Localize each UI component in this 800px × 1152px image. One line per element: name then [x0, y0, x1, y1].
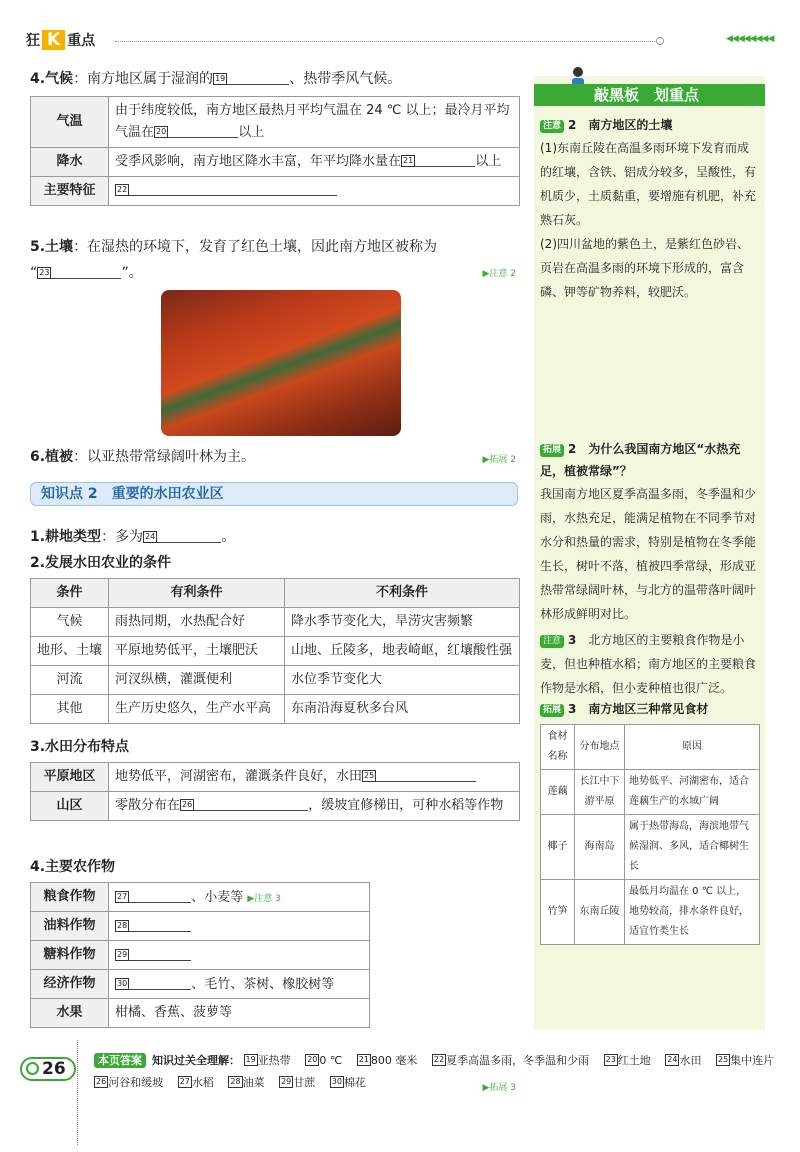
table-row: 平原地区 地势低平，河湖密布，灌溉条件良好，水田 25: [31, 763, 520, 792]
table-row: 气候 雨热同期，水热配合好 降水季节变化大，旱涝灾害频繁: [31, 608, 520, 637]
climate-table: [30, 96, 520, 206]
table-row: 粮食作物 27 、小麦等 ▶注意 3: [31, 883, 370, 912]
table-row: 油料作物 28: [31, 912, 370, 941]
answer-item: 20 0 ℃: [307, 1054, 343, 1067]
crops-ext-ref: ▶拓展 3: [482, 1083, 516, 1093]
extension-tag: 拓展: [540, 444, 564, 457]
table-row: 气温 由于纬度较低，南方地区最热月平均气温在 24 ℃ 以上；最冷月平均气温在 20 以上: [31, 97, 520, 148]
note-tag: 注意: [540, 120, 564, 133]
climate-section: [30, 66, 520, 206]
conditions-section: 2.发展水田农业的条件 条件 有利条件 不利条件 气候 雨热同期，水热配合好 降水季节变化大，旱涝灾害频繁 地形、土壤 平原地势低平，土壤肥沃 山地、丘陵多，地表崎岖，红壤酸性强 河流 河汊纵横，灌溉便利 水位季节变化大 其他 生产历史悠久，生产水平高 东南沿海夏秋多台风: [30, 550, 520, 724]
conditions-table: [30, 578, 520, 724]
table-row: 椰子 海南岛 属于热带海岛，海滨地带气候湿润、多风，适合椰树生长: [541, 815, 760, 880]
footer-divider: [77, 1040, 78, 1145]
soil-section: [30, 234, 520, 286]
table-row: 山区 零散分布在 26 ，缓坡宜修梯田，可种水稻等作物: [31, 792, 520, 821]
note-tag: 注意: [540, 635, 564, 648]
answer-item: 29 甘蔗: [281, 1076, 316, 1089]
answer-item: 25 集中连片: [717, 1054, 775, 1067]
table-row: 河流 河汊纵横，灌溉便利 水位季节变化大: [31, 666, 520, 695]
clock-icon: [26, 1062, 39, 1075]
answer-item: 30 棉花: [331, 1076, 366, 1089]
section-heading-2: 知识点 2 重要的水田农业区: [30, 482, 518, 506]
answer-item: 26 河谷和缓坡: [96, 1076, 164, 1089]
crops-note-ref: ▶注意 3: [247, 893, 281, 904]
extension-2: 拓展 2 为什么我国南方地区“水热充足，植被常绿”？ 我国南方地区夏季高温多雨，冬季温和少雨，水热充足，能满足植物在不同季节对水分和热量的需求，特别是植物在冬季能生长，树叶不落，植被四季常绿，形成亚热带常绿阔叶林，与北方的温带落叶阔叶林形成鲜明对比。: [540, 442, 757, 621]
sidebar-notes: [534, 76, 765, 1030]
table-row: 地形、土壤 平原地势低平，土壤肥沃 山地、丘陵多，地表崎岖，红壤酸性强: [31, 637, 520, 666]
ingredients-table: [540, 724, 760, 945]
brand-logo: 狂 K 重点: [26, 30, 96, 50]
soil-note-ref: ▶注意 2: [482, 269, 516, 279]
answer-tag: 本页答案: [94, 1053, 146, 1068]
table-row: 其他 生产历史悠久，生产水平高 东南沿海夏秋多台风: [31, 695, 520, 724]
farmland-type: 1.耕地类型：多为 24 。: [30, 529, 236, 545]
answer-item: 22 夏季高温多雨，冬季温和少雨: [433, 1054, 590, 1067]
note-3: 注意 3 北方地区的主要粮食作物是小麦，但也种植水稻；南方地区的主要粮食作物是水稻，但小麦种植也很广泛。: [540, 633, 757, 695]
table-row: 水果 柑橘、香蕉、菠萝等: [31, 999, 370, 1028]
answer-key: 本页答案 知识过关全理解： 19 亚热带 20 0 ℃ 21 800 毫米 22 夏季高温多雨，冬季温和少雨 23 红土地 24 水田 25 集中连片 26 河谷和缓坡 27 水稻 28 油菜 29 甘蔗 30 棉花: [94, 1050, 784, 1094]
answer-item: 23 红土地: [605, 1054, 651, 1067]
note-2: 注意 2 南方地区的土壤 (1)东南丘陵在高温多雨环境下发育而成的红壤，含铁、铝成分较多，呈酸性，有机质少，土质黏重，要增施有机肥，补充熟石灰。 (2)四川盆地的紫色土，是紫红色砂岩、页岩在高温多雨的环境下形成的，富含磷、钾等矿物养料，较肥沃。: [540, 118, 757, 299]
extension-tag: 拓展: [540, 704, 564, 717]
table-row: 经济作物 30 、毛竹、茶树、橡胶树等: [31, 970, 370, 999]
distribution-table: [30, 762, 520, 821]
table-header-row: 条件 有利条件 不利条件: [31, 579, 520, 608]
red-soil-terrace-photo: [161, 290, 401, 436]
climate-intro: 4.气候：南方地区属于湿润的 19 、热带季风气候。: [30, 71, 402, 87]
table-header-row: 食材名称 分布地点 原因: [541, 725, 760, 770]
sidebar-banner: 敲黑板 划重点: [534, 84, 765, 106]
answer-item: 19 亚热带: [245, 1054, 291, 1067]
vegetation-section: 6.植被：以亚热带常绿阔叶林为主。 ▶拓展 2: [30, 449, 516, 465]
answer-item: 28 油菜: [230, 1076, 265, 1089]
answer-item: 24 水田: [667, 1054, 702, 1067]
header-divider: [115, 41, 655, 42]
soil-text: 5.土壤：在湿热的环境下，发育了红色土壤，因此南方地区被称为 “ 23 ”。: [30, 239, 438, 281]
arrows-icon: ◀◀◀◀◀◀◀◀: [726, 34, 774, 44]
extension-3: 拓展 3 南方地区三种常见食材 食材名称 分布地点 原因 莲藕 长江中下游平原 地势低平、河湖密布，适合莲藕生产的水域广阔 椰子 海南岛 属于热带海岛，海滨地带气候湿润、多风，适合椰树生长 竹笋 东南丘陵 最低月均温在 0 ℃ 以上，地势较高，排水条件良好，适宜竹类生长: [540, 698, 760, 945]
answer-item: 21 800 毫米: [358, 1054, 418, 1067]
distribution-section: 3.水田分布特点 平原地区 地势低平，河湖密布，灌溉条件良好，水田 25 山区 零散分布在 26 ，缓坡宜修梯田，可种水稻等作物: [30, 734, 520, 821]
vegetation-ext-ref: ▶拓展 2: [482, 455, 516, 465]
table-row: 主要特征 22: [31, 177, 520, 206]
table-row: 糖料作物 29: [31, 941, 370, 970]
crops-section: 4.主要农作物 粮食作物 27 、小麦等 ▶注意 3 油料作物 28 糖料作物 29 经济作物 30 、毛竹、茶树、橡胶树等 水果 柑橘、香蕉、菠萝等 ▶拓展 3: [30, 859, 516, 1093]
header-dot-icon: [656, 37, 664, 45]
table-row: 莲藕 长江中下游平原 地势低平、河湖密布，适合莲藕生产的水域广阔: [541, 770, 760, 815]
table-row: 竹笋 东南丘陵 最低月均温在 0 ℃ 以上，地势较高，排水条件良好，适宜竹类生长: [541, 880, 760, 945]
answer-item: 27 水稻: [179, 1076, 214, 1089]
page-header: [0, 0, 800, 60]
crops-table: [30, 882, 370, 1028]
table-row: 降水 受季风影响，南方地区降水丰富，年平均降水量在 21 以上: [31, 148, 520, 177]
page-number: 26: [20, 1057, 76, 1081]
